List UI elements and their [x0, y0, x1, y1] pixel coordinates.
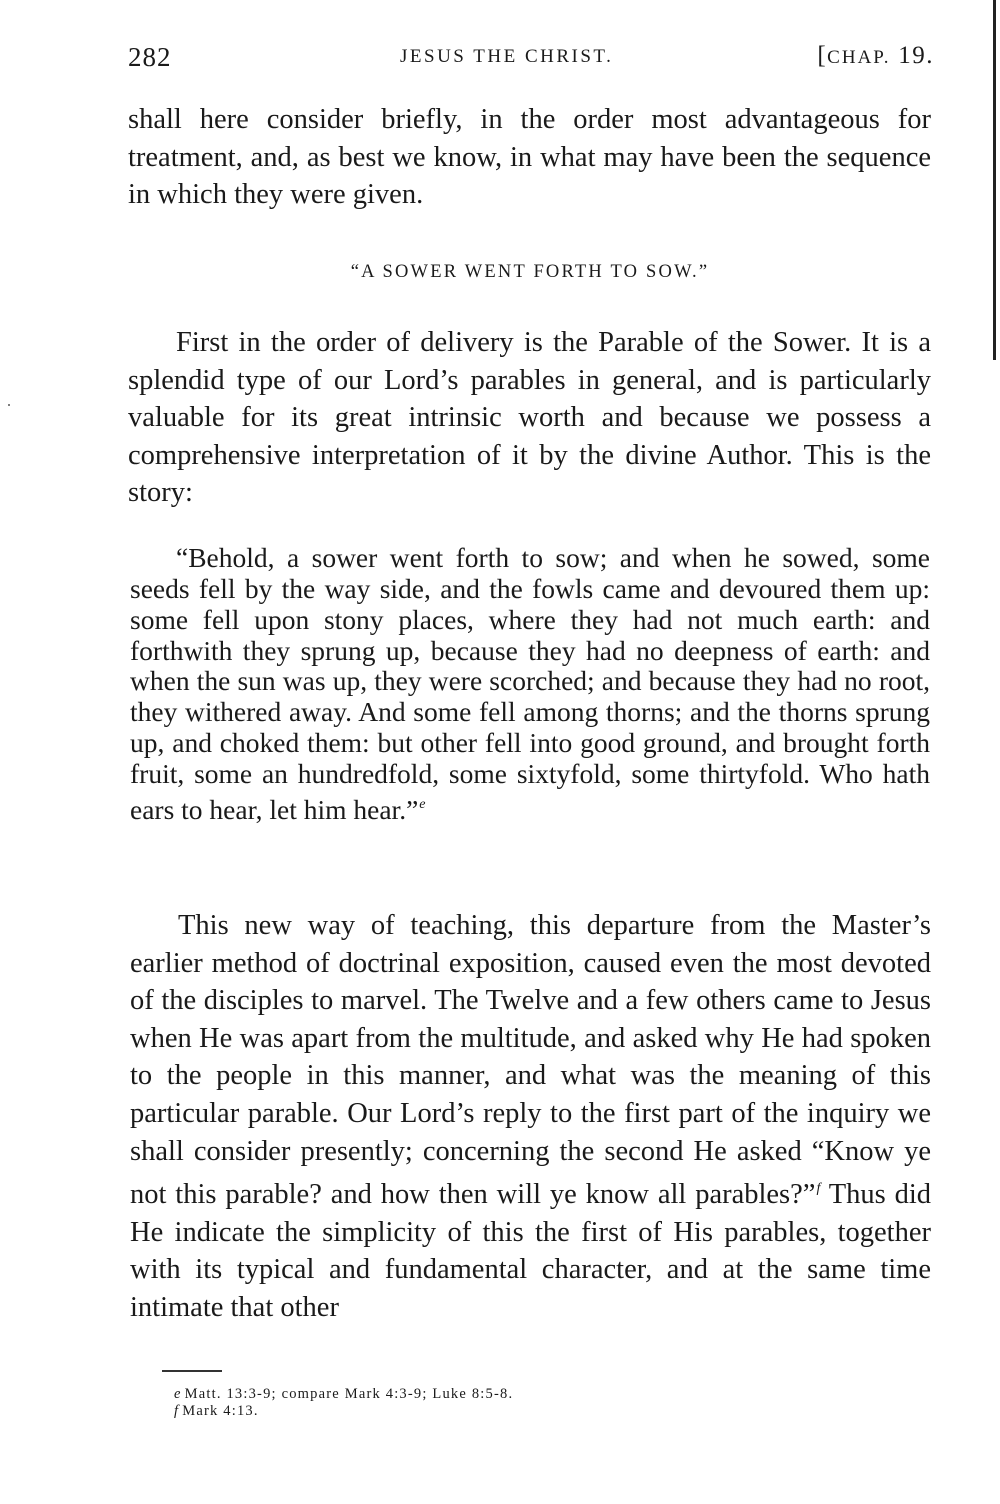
footnote-text: Matt. 13:3-9; compare Mark 4:3-9; Luke 8:5-8. — [184, 1386, 514, 1402]
footnote-mark: e — [174, 1386, 182, 1402]
intro-paragraph: First in the order of delivery is the Parable of the Sower. It is a splendid type of our Lord’s parables in general, and is particularly valuable for its great intrinsic worth and because we possess a comprehensive interpretation of it by the divine Author. This is the story: — [128, 327, 931, 509]
parable-quotation — [130, 543, 930, 826]
scan-speck — [8, 404, 10, 406]
chapter-prefix: CHAP. — [827, 47, 891, 68]
page-edge-rule — [993, 0, 996, 360]
commentary-text-part-2: Thus did He indicate the simplicity of this the first of His parables, together with its typical and fundamental character, and at the same time intimate that other — [130, 1179, 931, 1323]
continuation-paragraph: shall here consider briefly, in the order most advantageous for treatment, and, as best we know, in what may have been the sequence in which they were given. — [128, 104, 931, 211]
footnote-f — [174, 1403, 513, 1420]
footnote-mark: f — [174, 1403, 180, 1419]
footnote-text: Mark 4:13. — [182, 1403, 259, 1419]
book-title: JESUS THE CHRIST. — [400, 46, 614, 67]
page-number: 282 — [128, 42, 172, 72]
quotation-text: “Behold, a sower went forth to sow; and when he sowed, some seeds fell by the way side, and the fowls came and devoured them up: some fell upon stony places, where they had not much earth: and forthwith they sprung up, because they had no deepness of earth: and when the sun was up, they were scorched; and because they had no root, they withered away. And some fell among thorns; and the thorns sprung up, and choked them: but other fell into good ground, and brought forth fruit, some an hundredfold, some sixtyfold, some thirtyfold. Who hath ears to hear, let him hear.” — [130, 542, 930, 825]
footnote-ref-f: f — [816, 1181, 821, 1197]
chapter-reference — [817, 42, 934, 70]
section-heading: “A SOWER WENT FORTH TO SOW.” — [350, 262, 710, 282]
footnote-ref-e: e — [419, 796, 426, 812]
chapter-number: 19. — [898, 42, 934, 69]
footnote-e — [174, 1386, 513, 1403]
chapter-bracket: [ — [817, 42, 828, 69]
footnotes — [174, 1386, 513, 1420]
running-header — [128, 42, 934, 82]
footnote-separator — [162, 1370, 222, 1372]
commentary-text-part-1: This new way of teaching, this departure from the Master’s earlier method of doctrinal exposition, caused even the most devoted of the disciples to marvel. The Twelve and a few others came to Jesus when He was apart from the multitude, and asked why He had spoken to the people in this manner, and what was the meaning of this particular parable. Our Lord’s reply to the first part of the inquiry we shall consider presently; concerning the second He asked “Know ye not this parable? and how then will ye know all parables?” — [130, 910, 931, 1211]
commentary-paragraph — [130, 907, 931, 1327]
